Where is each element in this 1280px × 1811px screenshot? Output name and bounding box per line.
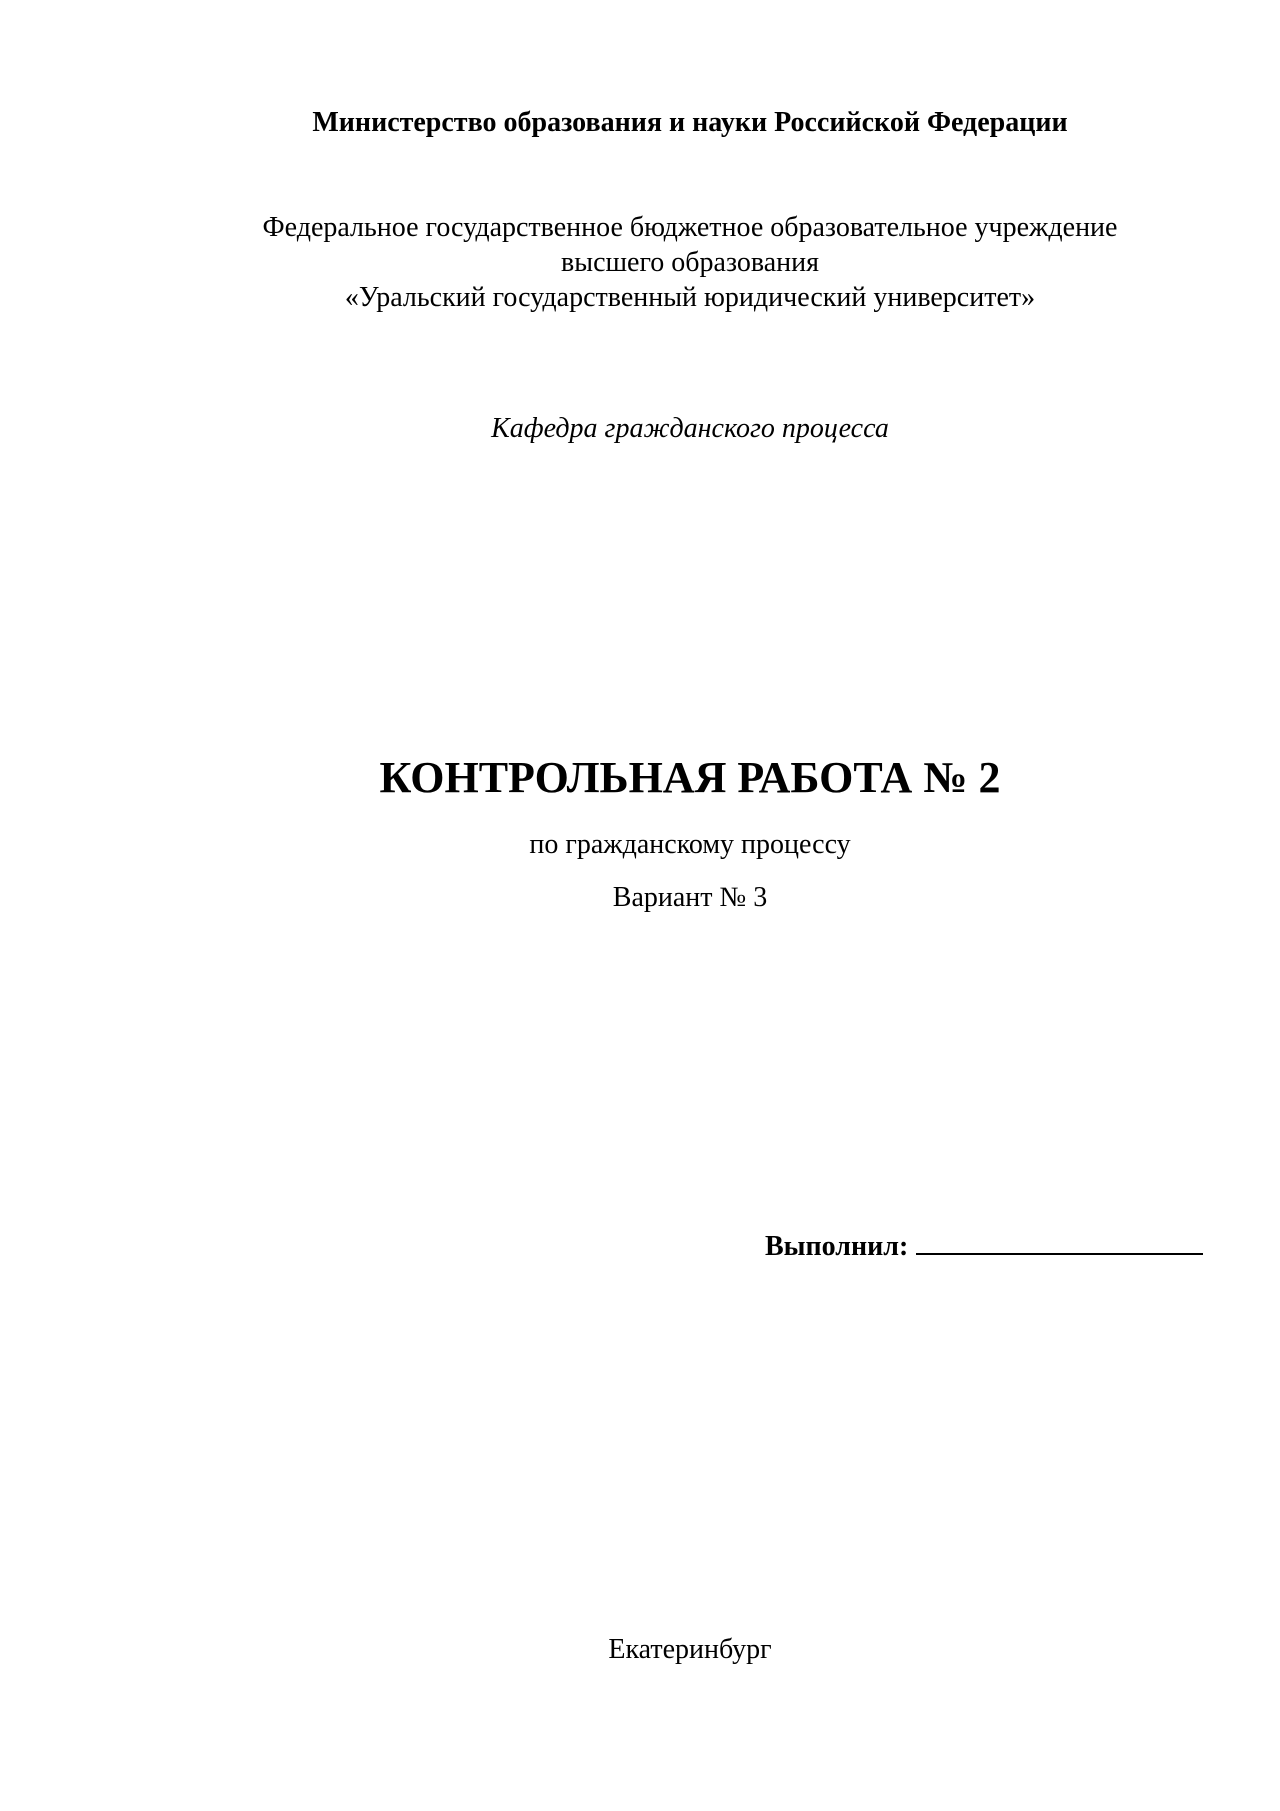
performer-blank-line xyxy=(916,1225,1203,1255)
institution-line-1: Федеральное государственное бюджетное образовательное учреждение xyxy=(262,212,1118,243)
ministry-heading: Министерство образования и науки Российской Федерации xyxy=(312,107,1068,138)
institution-line-2: высшего образования xyxy=(561,247,819,278)
document-title: КОНТРОЛЬНАЯ РАБОТА № 2 xyxy=(379,753,1001,802)
document-variant: Вариант № 3 xyxy=(612,882,768,913)
performer-label: Выполнил: xyxy=(765,1231,909,1262)
institution-line-3: «Уральский государственный юридический университет» xyxy=(344,282,1036,313)
city-name: Екатеринбург xyxy=(608,1634,772,1665)
document-subject: по гражданскому процессу xyxy=(529,829,851,860)
performer-signature xyxy=(765,1225,1203,1263)
department-name: Кафедра гражданского процесса xyxy=(491,413,889,444)
